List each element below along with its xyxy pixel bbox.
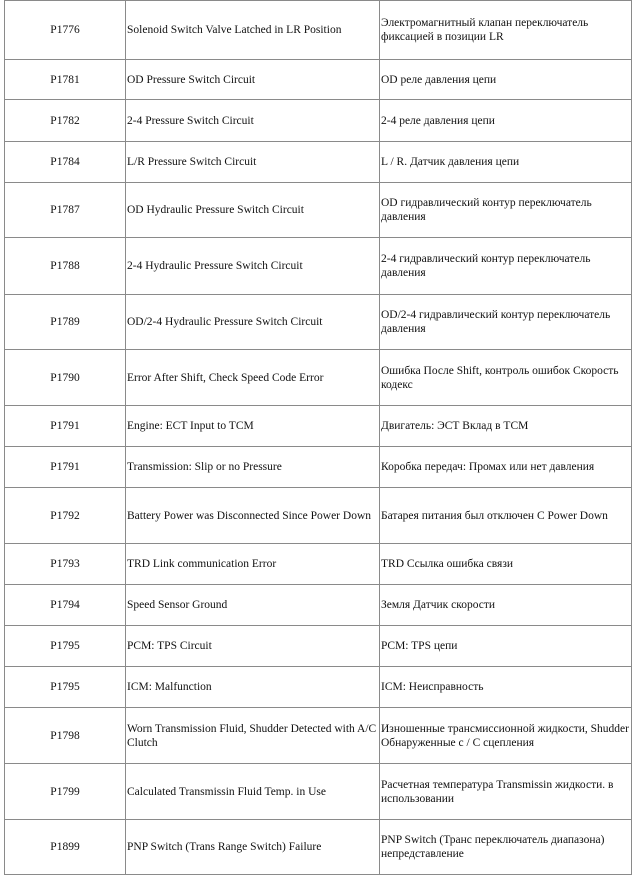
code-cell: P1791 [5, 447, 126, 488]
english-description-cell: PCM: TPS Circuit [126, 626, 380, 667]
code-cell: P1795 [5, 626, 126, 667]
table-row [5, 626, 632, 667]
english-description-cell: Calculated Transmissin Fluid Temp. in Use [126, 764, 380, 820]
english-description-cell: 2-4 Hydraulic Pressure Switch Circuit [126, 238, 380, 295]
russian-description-cell: Электромагнитный клапан переключатель фиксацией в позиции LR [380, 1, 632, 60]
code-cell: P1791 [5, 406, 126, 447]
code-cell: P1776 [5, 1, 126, 60]
english-description-cell: Worn Transmission Fluid, Shudder Detected with A/C Clutch [126, 708, 380, 764]
code-cell: P1792 [5, 488, 126, 544]
code-cell: P1788 [5, 238, 126, 295]
table-row [5, 667, 632, 708]
russian-description-cell: 2-4 реле давления цепи [380, 100, 632, 142]
table-row [5, 447, 632, 488]
table-row [5, 544, 632, 585]
table-row [5, 60, 632, 100]
russian-description-cell: PCM: TPS цепи [380, 626, 632, 667]
dtc-table [4, 0, 632, 875]
russian-description-cell: Изношенные трансмиссионной жидкости, Shudder Обнаруженные с / С сцепления [380, 708, 632, 764]
russian-description-cell: Коробка передач: Промах или нет давления [380, 447, 632, 488]
table-row [5, 295, 632, 350]
table-row [5, 764, 632, 820]
table-row [5, 100, 632, 142]
code-cell: P1789 [5, 295, 126, 350]
code-cell: P1795 [5, 667, 126, 708]
table-row [5, 238, 632, 295]
code-cell: P1790 [5, 350, 126, 406]
table-row [5, 406, 632, 447]
russian-description-cell: Ошибка После Shift, контроль ошибок Скорость кодекс [380, 350, 632, 406]
russian-description-cell: OD реле давления цепи [380, 60, 632, 100]
russian-description-cell: Расчетная температура Transmissin жидкости. в использовании [380, 764, 632, 820]
russian-description-cell: L / R. Датчик давления цепи [380, 142, 632, 183]
russian-description-cell: Двигатель: ЭСТ Вклад в ТСМ [380, 406, 632, 447]
english-description-cell: Engine: ECT Input to TCM [126, 406, 380, 447]
english-description-cell: Transmission: Slip or no Pressure [126, 447, 380, 488]
english-description-cell: ICM: Malfunction [126, 667, 380, 708]
russian-description-cell: Батарея питания был отключен С Power Down [380, 488, 632, 544]
english-description-cell: Speed Sensor Ground [126, 585, 380, 626]
english-description-cell: Solenoid Switch Valve Latched in LR Position [126, 1, 380, 60]
table-row [5, 183, 632, 238]
table-row [5, 142, 632, 183]
code-cell: P1794 [5, 585, 126, 626]
english-description-cell: 2-4 Pressure Switch Circuit [126, 100, 380, 142]
code-cell: P1798 [5, 708, 126, 764]
table-row [5, 820, 632, 875]
english-description-cell: TRD Link communication Error [126, 544, 380, 585]
english-description-cell: OD Hydraulic Pressure Switch Circuit [126, 183, 380, 238]
code-cell: P1799 [5, 764, 126, 820]
russian-description-cell: 2-4 гидравлический контур переключатель давления [380, 238, 632, 295]
code-cell: P1784 [5, 142, 126, 183]
english-description-cell: PNP Switch (Trans Range Switch) Failure [126, 820, 380, 875]
table-row [5, 1, 632, 60]
table-row [5, 708, 632, 764]
table-row [5, 585, 632, 626]
english-description-cell: OD Pressure Switch Circuit [126, 60, 380, 100]
english-description-cell: OD/2-4 Hydraulic Pressure Switch Circuit [126, 295, 380, 350]
russian-description-cell: Земля Датчик скорости [380, 585, 632, 626]
code-cell: P1899 [5, 820, 126, 875]
table-row [5, 488, 632, 544]
russian-description-cell: PNP Switch (Транс переключатель диапазона) непредставление [380, 820, 632, 875]
table-row [5, 350, 632, 406]
russian-description-cell: OD/2-4 гидравлический контур переключатель давления [380, 295, 632, 350]
code-cell: P1787 [5, 183, 126, 238]
russian-description-cell: ICM: Неисправность [380, 667, 632, 708]
code-cell: P1781 [5, 60, 126, 100]
english-description-cell: L/R Pressure Switch Circuit [126, 142, 380, 183]
english-description-cell: Battery Power was Disconnected Since Power Down [126, 488, 380, 544]
russian-description-cell: OD гидравлический контур переключатель давления [380, 183, 632, 238]
english-description-cell: Error After Shift, Check Speed Code Error [126, 350, 380, 406]
russian-description-cell: TRD Ссылка ошибка связи [380, 544, 632, 585]
dtc-table-body [5, 1, 632, 875]
code-cell: P1793 [5, 544, 126, 585]
code-cell: P1782 [5, 100, 126, 142]
